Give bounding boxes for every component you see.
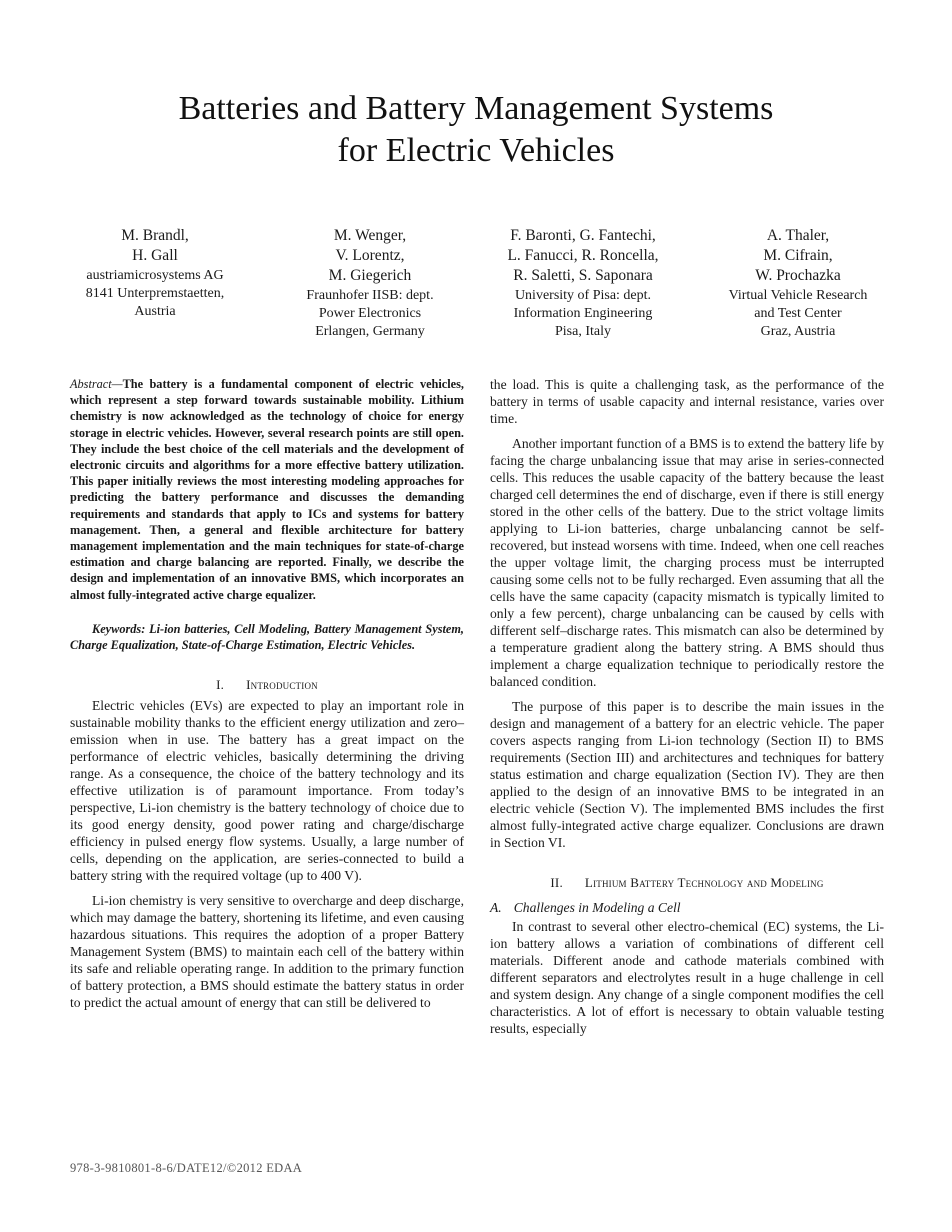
affiliation-line: Graz, Austria — [760, 324, 836, 339]
right-column — [490, 376, 884, 1045]
left-column — [70, 376, 464, 1019]
author-name: A. Thaler, — [766, 227, 830, 244]
author-block-1 — [60, 226, 250, 321]
author-name: R. Saletti, S. Saponara — [513, 267, 653, 284]
copyright-footer: 978-3-9810801-8-6/DATE12/©2012 EDAA — [70, 1161, 303, 1175]
affiliation-line: Pisa, Italy — [555, 324, 611, 339]
section-number: I. — [216, 677, 225, 693]
paragraph: The purpose of this paper is to describe the main issues in the design and management of a battery for an electric vehicle. The paper covers aspects ranging from Li-ion technology (Section II) to BMS requirements (Section III) and architectures and techniques for battery status estimation and charge equalization (Section IV). They are then applied to the design of an innovative BMS to be integrated in an electric vehicle (Section V). The implemented BMS includes the first almost fully-integrated active charge equalizer. Conclusions are drawn in Section VI. — [490, 699, 884, 850]
author-name: H. Gall — [132, 247, 178, 264]
section-heading-lithium — [490, 875, 884, 891]
section-title: Introduction — [246, 677, 318, 693]
subsection-number: A. — [490, 900, 502, 915]
paragraph: Li-ion chemistry is very sensitive to overcharge and deep discharge, which may damage the battery, shortening its lifetime, and even causing hazardous situations. This requires the adoption of a proper Battery Management System (BMS) to maintain each cell of the battery within its safe and reliable operating range. In addition to the primary function of battery protection, a BMS should estimate the battery status in order to predict the actual amount of energy that can still be delivered to — [70, 893, 464, 1011]
paper-title — [0, 88, 952, 172]
affiliation-line: Fraunhofer IISB: dept. — [306, 288, 434, 303]
title-line-1: Batteries and Battery Management Systems — [178, 90, 774, 127]
author-name: M. Cifrain, — [763, 247, 833, 264]
affiliation-line: 8141 Unterpremstaetten, — [85, 286, 225, 301]
abstract-dash: — — [111, 377, 123, 391]
paragraph: In contrast to several other electro-chemical (EC) systems, the Li-ion battery allows a variation of combinations of different cell materials. Different anode and cathode materials combined with different separators and electrolytes result in a huge challenge in cell and system design. Any change of a single component modifies the cell characteristics. A lot of effort is necessary to obtain valuable testing results, especially — [490, 919, 884, 1036]
affiliation-line: University of Pisa: dept. — [514, 288, 652, 303]
paragraph: Electric vehicles (EVs) are expected to play an important role in sustainable mobility thanks to the efficient energy utilization and zero–emission when in use. The battery has a great impact on the performance of electric vehicles, basically determining the driving range. As a consequence, the choice of the battery technology and its effective utilization is of paramount importance. From today’s perspective, Li-ion chemistry is the battery technology of choice due to its good energy density, good power rating and charge/discharge efficiency in pulsed energy flow systems. Usually, a large number of cells, depending on the application, are series-connected to build a battery string with the required voltage (up to 400 V). — [70, 698, 464, 884]
author-name: F. Baronti, G. Fantechi, — [510, 227, 656, 244]
subsection-title: Challenges in Modeling a Cell — [513, 900, 681, 915]
paragraph: Another important function of a BMS is to extend the battery life by facing the charge unbalancing issue that may arise in series-connected cells. This reduces the usable capacity of the battery because the least charged cell determines the end of discharge, even if there is still energy stored in the other cells of the battery. Due to the strict voltage limits applying to Li-ion batteries, charge unbalancing cannot be self-recovered, but instead worsens with time. Indeed, when one cell reaches the upper voltage limit, the charging process must be interrupted causing some cells not to be fully recharged. Even assuming that all the cells have the same capacity (capacity mismatch is typically limited to only a few percent), charge unbalancing can be caused by cells with different self–discharge rates. This mismatch can also be determined by a temperature gradient along the battery string. A BMS should thus implement a charge equalization technique to periodically restore the balanced condition. — [490, 436, 884, 689]
paragraph-continued: the load. This is quite a challenging task, as the performance of the battery in terms of usable capacity and internal resistance, varies over time. — [490, 377, 884, 426]
title-line-2: for Electric Vehicles — [337, 132, 615, 169]
section-title: Lithium Battery Technology and Modeling — [584, 875, 824, 890]
author-block-3 — [478, 226, 688, 341]
section-number: II. — [550, 875, 563, 890]
author-block-4 — [700, 226, 896, 341]
abstract-label: Abstract — [70, 377, 112, 391]
affiliation-line: Information Engineering — [513, 306, 653, 321]
affiliation-line: Erlangen, Germany — [315, 324, 425, 339]
keywords: Keywords: Li-ion batteries, Cell Modeling, Battery Management System, Charge Equalization, State-of-Charge Estimation, Electric Vehicles. — [70, 621, 464, 653]
affiliation-line: Virtual Vehicle Research — [728, 288, 868, 303]
author-name: W. Prochazka — [755, 267, 841, 284]
abstract-text: The battery is a fundamental component of electric vehicles, which represent a step forward towards sustainable mobility. Lithium chemistry is now acknowledged as the technology of choice for energy storage in electric vehicles. However, several research points are still open. They include the best choice of the cell materials and the development of electronic circuits and algorithms for a more effective battery utilization. This paper initially reviews the most interesting modeling approaches for predicting the battery performance and discusses the demanding requirements and standards that apply to ICs and systems for battery management. Then, a general and flexible architecture for battery management implementation and the main techniques for state-of-charge estimation and charge balancing are reported. Finally, we describe the design and implementation of an innovative BMS, which incorporates an almost fully-integrated active charge equalizer. — [70, 377, 464, 602]
author-name: V. Lorentz, — [335, 247, 405, 264]
author-name: M. Giegerich — [328, 267, 412, 284]
author-name: M. Brandl, — [121, 227, 189, 244]
affiliation-line: Austria — [134, 304, 176, 319]
author-name: L. Fanucci, R. Roncella, — [507, 247, 659, 264]
author-block-2 — [275, 226, 465, 341]
section-heading-introduction — [70, 677, 464, 693]
affiliation-line: austriamicrosystems AG — [86, 268, 224, 283]
affiliation-line: and Test Center — [754, 306, 842, 321]
subsection-heading — [490, 899, 884, 916]
author-name: M. Wenger, — [333, 227, 407, 244]
abstract — [70, 376, 464, 603]
affiliation-line: Power Electronics — [318, 306, 422, 321]
